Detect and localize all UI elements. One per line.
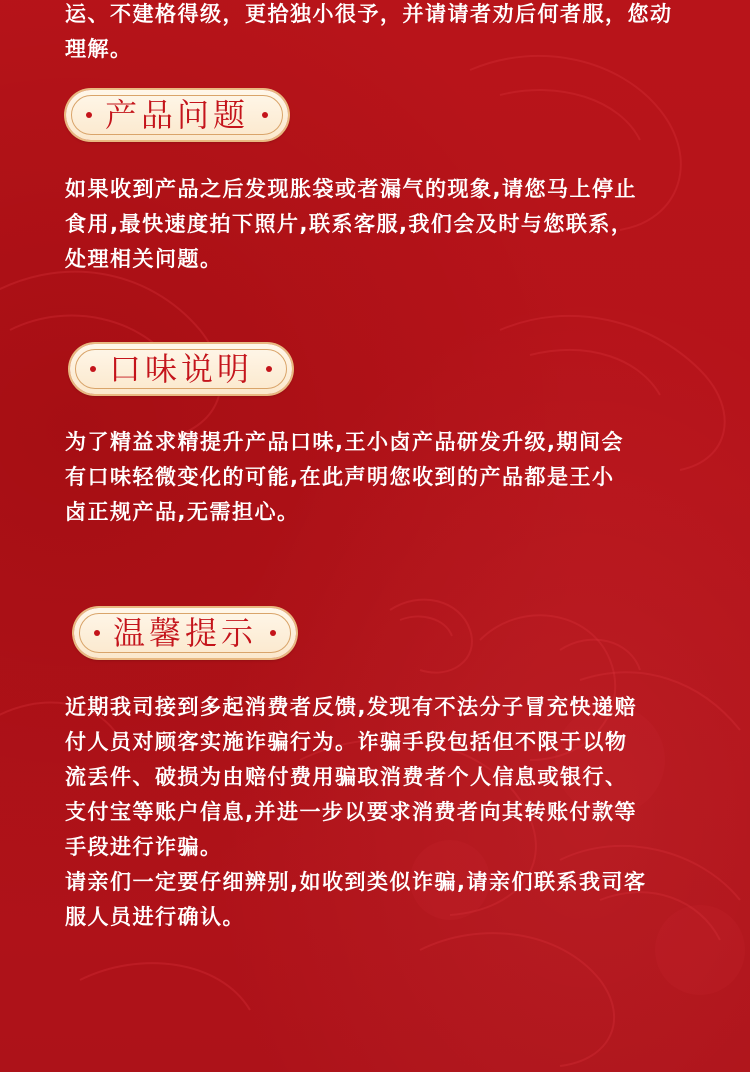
section-title-text: 产品问题 xyxy=(104,96,249,134)
body-line: 手段进行诈骗。 xyxy=(65,835,223,859)
intro-line: 理解。 xyxy=(65,37,133,61)
body-line: 处理相关问题。 xyxy=(65,247,223,271)
body-line: 付人员对顾客实施诈骗行为。诈骗手段包括但不限于以物 xyxy=(65,730,628,754)
intro-text xyxy=(65,0,695,67)
body-line: 流丢件、破损为由赔付费用骗取消费者个人信息或银行、 xyxy=(65,765,628,789)
body-line: 卤正规产品,无需担心。 xyxy=(65,500,300,524)
dot-icon xyxy=(270,630,276,636)
section-title-text: 温馨提示 xyxy=(112,614,257,652)
body-line: 支付宝等账户信息,并进一步以要求消费者向其转账付款等 xyxy=(65,800,637,824)
section-body-warm-tips xyxy=(65,690,695,935)
section-title-warm-tips xyxy=(74,608,296,658)
dot-icon xyxy=(266,366,272,372)
section-body-flavor-note xyxy=(65,425,695,530)
body-line: 有口味轻微变化的可能,在此声明您收到的产品都是王小 xyxy=(65,465,615,489)
body-line: 食用,最快速度拍下照片,联系客服,我们会及时与您联系， xyxy=(65,212,634,236)
section-title-product-issues xyxy=(66,90,288,140)
dot-icon xyxy=(262,112,268,118)
body-line: 服人员进行确认。 xyxy=(65,905,245,929)
section-title-flavor-note xyxy=(70,344,292,394)
body-line: 为了精益求精提升产品口味,王小卤产品研发升级,期间会 xyxy=(65,430,624,454)
intro-line: 运、不建格得级，更拾独小很予，并请请者劝后何者服，您动 xyxy=(65,2,673,26)
body-line: 请亲们一定要仔细辨别,如收到类似诈骗,请亲们联系我司客 xyxy=(65,870,647,894)
body-line: 如果收到产品之后发现胀袋或者漏气的现象,请您马上停止 xyxy=(65,177,637,201)
section-title-text: 口味说明 xyxy=(108,350,253,388)
section-body-product-issues xyxy=(65,172,695,277)
body-line: 近期我司接到多起消费者反馈,发现有不法分子冒充快递赔 xyxy=(65,695,637,719)
